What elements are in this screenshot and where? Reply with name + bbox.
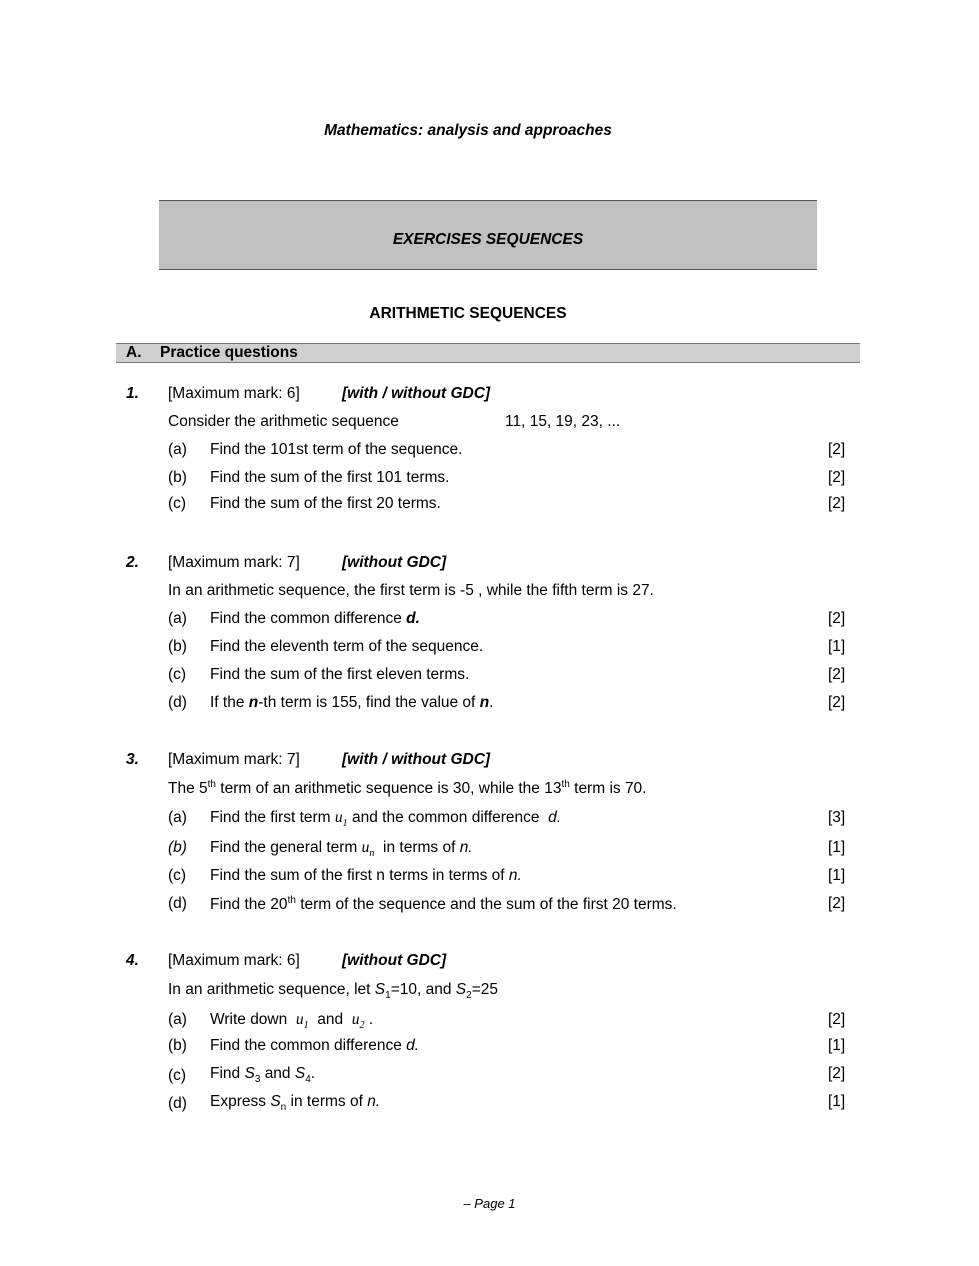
variable: n. <box>508 867 522 884</box>
part-text-mid: and the common difference <box>351 809 540 826</box>
part-text: Find the sum of the first eleven terms. <box>210 666 470 683</box>
part-text-and: and <box>264 1065 291 1082</box>
subscript: n <box>369 848 375 860</box>
question-number: 3. <box>126 751 139 768</box>
part-text-post: . <box>489 694 494 711</box>
part-label: (d) <box>168 1095 187 1112</box>
sequence-terms: 11, 15, 19, 23, ... <box>505 413 621 430</box>
stem-pre: In an arithmetic sequence, let <box>168 981 371 998</box>
part-label: (b) <box>168 1037 187 1054</box>
sum-symbol: S <box>244 1065 255 1082</box>
subscript: 2 <box>359 1020 365 1032</box>
superscript: th <box>287 895 296 906</box>
part-label: (c) <box>168 867 187 884</box>
gdc-note: [without GDC] <box>342 554 447 571</box>
part-mark: [2] <box>828 694 846 711</box>
document-subject: Mathematics: analysis and approaches <box>324 122 612 139</box>
subscript: 3 <box>254 1074 261 1086</box>
part-text-post: term of the sequence and the sum of the first 20 terms. <box>295 896 677 914</box>
part-text-pre: If the <box>210 694 245 711</box>
part-label: (d) <box>168 694 187 711</box>
variable: n. <box>367 1093 381 1110</box>
gdc-note: [without GDC] <box>342 952 447 969</box>
topic-heading: ARITHMETIC SEQUENCES <box>369 305 567 322</box>
subscript: 1 <box>303 1020 309 1032</box>
part-label: (c) <box>168 495 187 512</box>
part-text-pre: Find the sum of the first n terms in terms of <box>210 867 505 884</box>
gdc-note: [with / without GDC] <box>342 751 491 768</box>
part-text-pre: Find the 20 <box>210 896 288 914</box>
question-stem <box>168 981 498 1001</box>
subscript: 1 <box>342 818 348 830</box>
part-text <box>210 1011 373 1031</box>
part-text-mid: in terms of <box>290 1093 363 1110</box>
max-mark: [Maximum mark: 6] <box>168 952 300 969</box>
question-number: 4. <box>126 952 139 969</box>
title-banner <box>159 200 817 270</box>
sum-symbol: S <box>455 981 467 998</box>
part-text-mid: in terms of <box>383 839 456 856</box>
subscript: 2 <box>466 990 472 1002</box>
part-label: (b) <box>168 469 187 486</box>
part-mark: [1] <box>828 867 846 884</box>
part-mark: [2] <box>828 1011 846 1028</box>
part-text-body: Find the common difference <box>210 610 402 627</box>
part-mark: [1] <box>828 1037 846 1054</box>
variable: d. <box>406 610 420 627</box>
stem-pre: The 5 <box>168 780 208 798</box>
part-text <box>210 1065 315 1085</box>
part-label: (d) <box>168 895 187 912</box>
sum-symbol: S <box>294 1065 306 1082</box>
part-mark: [2] <box>828 666 846 683</box>
part-text-and: and <box>317 1011 344 1028</box>
part-text <box>210 1037 419 1055</box>
part-mark: [2] <box>828 610 846 627</box>
math-symbol: u <box>361 839 370 856</box>
part-text <box>210 1093 380 1113</box>
question-number: 2. <box>126 554 139 571</box>
part-text-pre: Write down <box>210 1011 288 1028</box>
part-text <box>210 694 493 712</box>
variable: d. <box>548 809 562 826</box>
part-mark: [1] <box>828 839 846 856</box>
part-mark: [1] <box>828 1093 846 1110</box>
part-text <box>210 839 473 859</box>
stem-post: =25 <box>471 981 498 998</box>
variable: d. <box>406 1037 420 1054</box>
max-mark: [Maximum mark: 6] <box>168 385 300 402</box>
variable: n <box>248 694 259 711</box>
part-label: (c) <box>168 1067 187 1084</box>
part-text: Find the sum of the first 101 terms. <box>210 469 450 486</box>
question-stem: Consider the arithmetic sequence <box>168 413 399 430</box>
part-mark: [2] <box>828 469 846 486</box>
part-mark: [2] <box>828 895 846 912</box>
part-text-pre: Find the general term <box>210 839 358 856</box>
part-text <box>210 895 677 914</box>
part-text <box>210 867 522 885</box>
section-letter: A. <box>126 344 142 361</box>
max-mark: [Maximum mark: 7] <box>168 751 300 768</box>
part-label: (b) <box>168 839 187 856</box>
question-stem <box>168 779 647 798</box>
stem-mid: =10, and <box>390 981 452 998</box>
part-text-pre: Find <box>210 1065 241 1082</box>
math-symbol: u <box>334 809 343 826</box>
superscript: th <box>561 779 570 790</box>
part-label: (c) <box>168 666 187 683</box>
page-footer: – Page 1 <box>463 1196 516 1211</box>
part-text-pre: Find the common difference <box>210 1037 402 1054</box>
subscript: 1 <box>385 990 391 1002</box>
part-mark: [2] <box>828 441 846 458</box>
part-text-pre: Find the first term <box>210 809 331 826</box>
variable: n. <box>459 839 473 856</box>
part-text-pre: Express <box>210 1093 266 1110</box>
part-text <box>210 610 420 628</box>
banner-title: EXERCISES SEQUENCES <box>392 231 584 248</box>
stem-post: term is 70. <box>569 780 647 798</box>
stem-mid: term of an arithmetic sequence is 30, while the 13 <box>215 780 562 798</box>
part-mark: [1] <box>828 638 846 655</box>
math-symbol: u <box>351 1011 360 1028</box>
part-text-post: . <box>310 1065 316 1082</box>
variable: n <box>479 694 490 711</box>
part-text: Find the 101st term of the sequence. <box>210 441 463 458</box>
math-symbol: u <box>295 1011 304 1028</box>
question-number: 1. <box>126 385 139 402</box>
section-title: Practice questions <box>160 344 298 361</box>
superscript: th <box>207 779 216 790</box>
subscript: n <box>280 1102 287 1114</box>
part-label: (a) <box>168 441 187 458</box>
part-text: Find the eleventh term of the sequence. <box>210 638 484 655</box>
part-text <box>210 809 561 829</box>
question-stem: In an arithmetic sequence, the first term is -5 , while the fifth term is 27. <box>168 582 654 599</box>
part-mark: [2] <box>828 1065 846 1082</box>
sum-symbol: S <box>374 981 386 998</box>
part-text: Find the sum of the first 20 terms. <box>210 495 441 512</box>
part-mark: [2] <box>828 495 846 512</box>
section-bar <box>116 343 860 363</box>
part-label: (a) <box>168 809 187 826</box>
gdc-note: [with / without GDC] <box>342 385 491 402</box>
part-label: (a) <box>168 610 187 627</box>
part-text-post: . <box>368 1011 374 1028</box>
sum-symbol: S <box>270 1093 281 1110</box>
part-label: (b) <box>168 638 187 655</box>
subscript: 4 <box>305 1074 311 1086</box>
part-mark: [3] <box>828 809 846 826</box>
part-text-mid: -th term is 155, find the value of <box>258 694 476 711</box>
part-label: (a) <box>168 1011 187 1028</box>
max-mark: [Maximum mark: 7] <box>168 554 300 571</box>
